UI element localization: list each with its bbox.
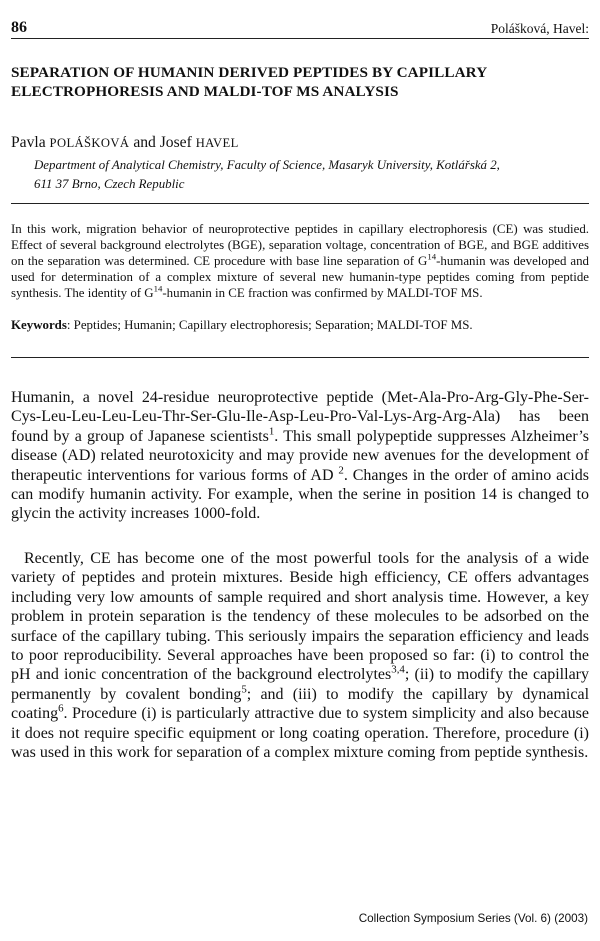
affiliation — [34, 156, 574, 193]
author-list — [11, 134, 239, 152]
paragraph-segment: . Changes in the order of amino acids can modify humanin activity. For example, when the serine in position 14 is changed to glycin the activity increases 1000-fold. — [11, 466, 590, 523]
author-2-given-name: Josef — [159, 134, 196, 151]
citation-ref: 6 — [58, 702, 64, 715]
author-conjunction: and — [129, 134, 160, 151]
paragraph-segment: Recently, CE has become one of the most powerful tools for the analysis of a wide variety of peptides and protein mixtures. Beside high efficiency, CE offers advantages including very low amounts of sample required and short analysis time. However, a key problem in protein separation is the tendency of these molecules to be adsorbed on the surface of the capillary tubing. This seriously impairs the separation efficiency and leads to poor reproducibility. Several approaches have been proposed so far: (i) to control the pH and ionic concentration of the background electrolytes — [11, 550, 589, 684]
abstract-segment: -humanin was developed and used for determination of a complex mixture of several new humanin-type peptides coming from peptide synthesis. The identity of G — [11, 253, 589, 300]
keywords — [11, 318, 589, 334]
paragraph-segment: ; and (iii) to modify the capillary by dynamical coating — [11, 685, 590, 723]
paragraph-segment: Humanin, a novel 24-residue neuroprotective peptide (Met-Ala-Pro-Arg-Gly-Phe-Ser-Cys-Leu-Leu-Leu-Leu-Thr-Ser-Glu-Ile-Asp-Leu-Pro-Val-Lys-Arg-Arg-Ala) has been found by a group of Japanese scientists — [11, 389, 589, 445]
page-number: 86 — [11, 19, 27, 36]
title-line-1: SEPARATION OF HUMANIN DERIVED PEPTIDES BY CAPILLARY — [11, 64, 488, 81]
citation-ref: 5 — [241, 683, 247, 696]
running-head-authors: Polášková, Havel: — [490, 21, 589, 36]
isotope-superscript: 14 — [153, 283, 163, 294]
body-paragraph-1 — [11, 388, 589, 524]
author-2-surname: HAVEL — [195, 136, 239, 150]
body-paragraph-2 — [11, 549, 589, 762]
citation-ref: 2 — [338, 464, 344, 477]
abstract-text — [11, 222, 589, 302]
article-title — [11, 63, 589, 101]
series-footer: Collection Symposium Series (Vol. 6) (2003) — [358, 912, 588, 925]
affiliation-line-2: 611 37 Brno, Czech Republic — [34, 176, 185, 191]
paragraph-segment: ; (ii) to modify the capillary permanently by covalent bonding — [11, 666, 589, 703]
isotope-superscript: 14 — [427, 251, 437, 262]
abstract-segment: -humanin in CE fraction was confirmed by MALDI-TOF MS. — [162, 285, 483, 300]
citation-ref: 1 — [268, 425, 275, 438]
author-1-surname: POLÁŠKOVÁ — [49, 136, 130, 150]
abstract-segment: In this work, migration behavior of neuroprotective peptides in capillary electrophoresis (CE) was studied. Effect of several background electrolytes (BGE), separation voltage, concentration of BGE, and BGE additives on the separation was determined. CE procedure with base line separation of G — [11, 222, 589, 268]
affiliation-line-1: Department of Analytical Chemistry, Faculty of Science, Masaryk University, Kotlářská 2, — [34, 158, 500, 172]
paragraph-segment: . This small polypeptide suppresses Alzheimer’s disease (AD) related neurotoxicity and may provide new avenues for the development of therapeutic interventions for various forms of AD — [11, 427, 590, 484]
title-line-2: ELECTROPHORESIS AND MALDI-TOF MS ANALYSIS — [11, 83, 399, 100]
abstract-section — [11, 203, 589, 358]
running-head — [11, 20, 589, 39]
keywords-text: : Peptides; Humanin; Capillary electrophoresis; Separation; MALDI-TOF MS. — [66, 318, 473, 332]
keywords-label: Keywords — [11, 318, 67, 332]
author-1-given-name: Pavla — [11, 134, 50, 151]
paragraph-segment: . Procedure (i) is particularly attractive due to system simplicity and also because it does not require specific equipment or long coating operation. Therefore, procedure (i) was used in this work for separation of a complex mixture coming from peptide synthesis. — [11, 705, 589, 762]
citation-ref: 3,4 — [391, 664, 405, 677]
